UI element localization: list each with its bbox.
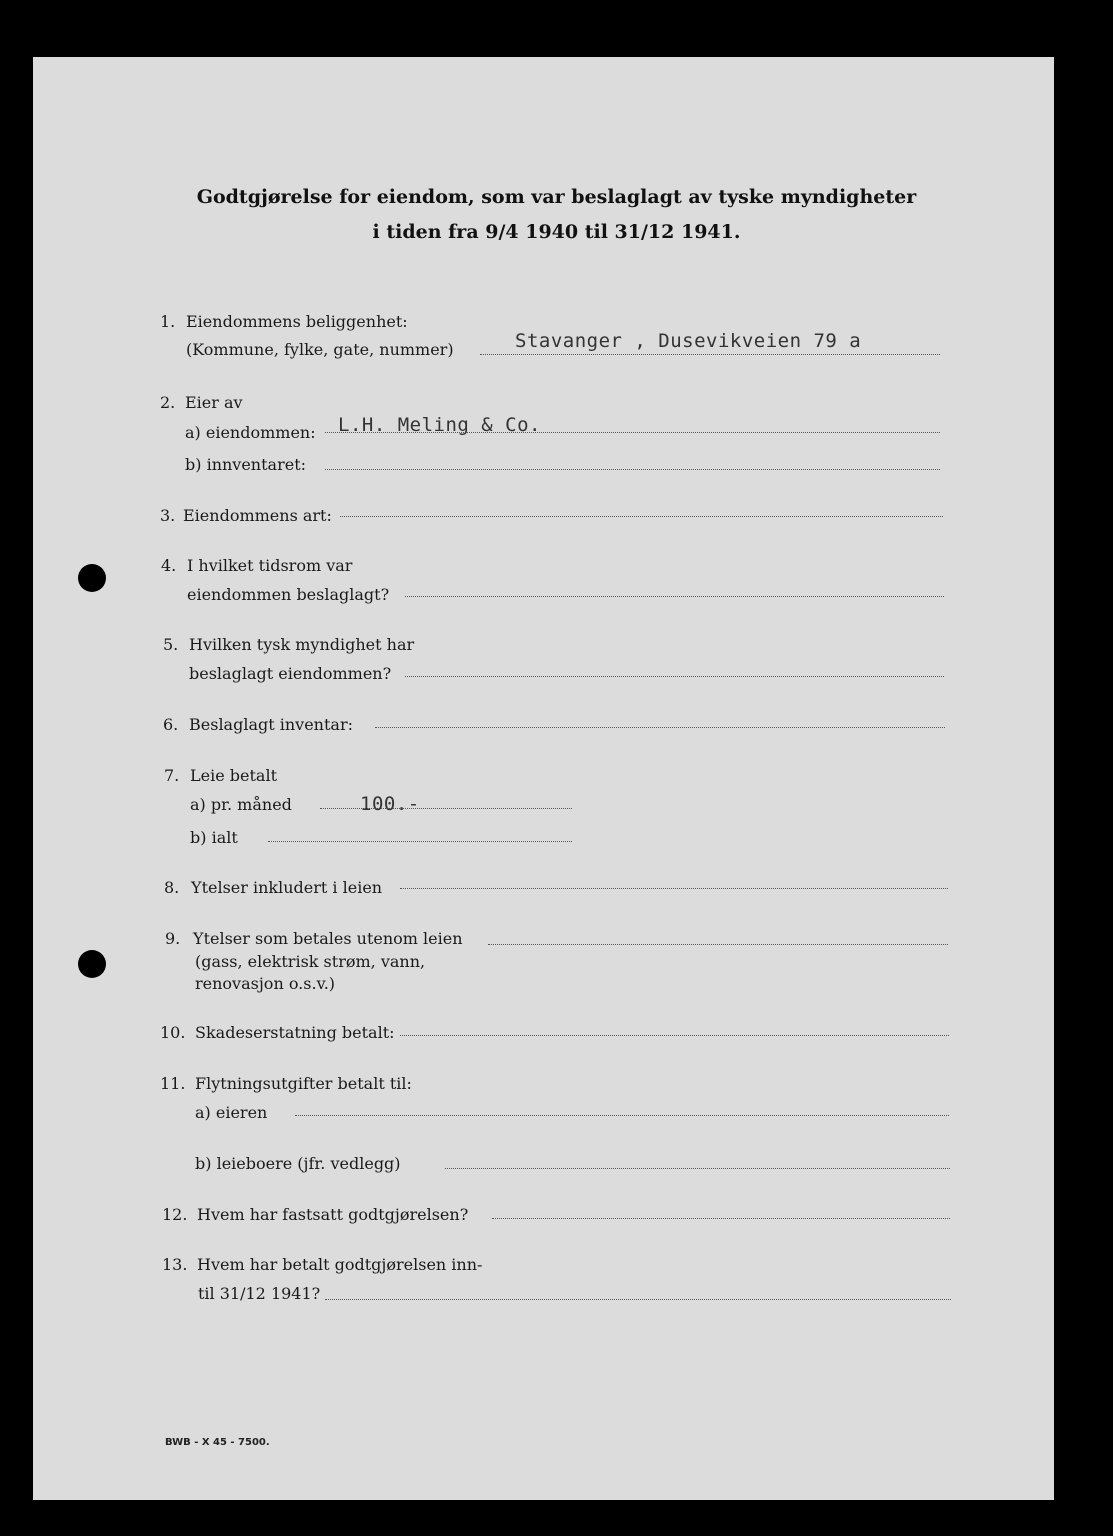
q2a-answer: L.H. Meling & Co. (338, 414, 541, 436)
q3-answer-line[interactable] (340, 516, 943, 517)
q1-sublabel: (Kommune, fylke, gate, nummer) (186, 340, 454, 359)
q3-number: 3. (160, 506, 176, 525)
q2-number: 2. (160, 393, 176, 412)
q11-label: Flytningsutgifter betalt til: (195, 1074, 412, 1093)
q6-label: Beslaglagt inventar: (189, 715, 353, 734)
q10-answer-line[interactable] (400, 1035, 949, 1036)
q11-number: 11. (160, 1074, 186, 1093)
q10-number: 10. (160, 1023, 186, 1042)
q8-label: Ytelser inkludert i leien (191, 878, 383, 897)
q1-label: Eiendommens beliggenhet: (186, 312, 408, 331)
q4-answer-line[interactable] (405, 596, 944, 597)
form-title-line-2: i tiden fra 9/4 1940 til 31/12 1941. (372, 221, 741, 243)
q7a-answer-line[interactable] (320, 808, 572, 809)
q9-label: Ytelser som betales utenom leien (193, 929, 463, 948)
q13-label-cont: til 31/12 1941? (198, 1284, 321, 1303)
q4-number: 4. (161, 556, 177, 575)
q2b-label: b) innventaret: (185, 455, 307, 474)
q13-label: Hvem har betalt godtgjørelsen inn- (197, 1255, 483, 1274)
q6-number: 6. (163, 715, 179, 734)
q6-answer-line[interactable] (375, 727, 945, 728)
q12-answer-line[interactable] (492, 1218, 950, 1219)
q8-answer-line[interactable] (400, 888, 948, 889)
q2-label: Eier av (185, 393, 243, 412)
q11a-label: a) eieren (195, 1103, 268, 1122)
q2b-answer-line[interactable] (325, 469, 940, 470)
q13-answer-line[interactable] (325, 1299, 951, 1300)
q9-number: 9. (165, 929, 181, 948)
q9-label-cont-1: (gass, elektrisk strøm, vann, (195, 952, 426, 971)
form-title-line-1: Godtgjørelse for eiendom, som var beslaglagt av tyske myndigheter (196, 186, 917, 208)
q7-number: 7. (164, 766, 180, 785)
q4-label: I hvilket tidsrom var (187, 556, 353, 575)
q5-label: Hvilken tysk myndighet har (189, 635, 415, 654)
q7b-label: b) ialt (190, 828, 238, 847)
q5-answer-line[interactable] (405, 676, 944, 677)
q7-label: Leie betalt (190, 766, 277, 785)
document-page (33, 57, 1054, 1500)
q1-answer-line[interactable] (480, 354, 940, 355)
q9-answer-line[interactable] (488, 944, 948, 945)
q11b-label: b) leieboere (jfr. vedlegg) (195, 1154, 401, 1173)
q1-number: 1. (160, 312, 176, 331)
q7a-label: a) pr. måned (190, 795, 292, 814)
q10-label: Skadeserstatning betalt: (195, 1023, 395, 1042)
q11a-answer-line[interactable] (295, 1115, 949, 1116)
q11b-answer-line[interactable] (445, 1168, 950, 1169)
q1-answer: Stavanger , Dusevikveien 79 a (515, 330, 862, 352)
print-code-footer: BWB - X 45 - 7500. (165, 1437, 270, 1448)
q5-number: 5. (163, 635, 179, 654)
q7a-answer: 100.- (360, 793, 420, 815)
q3-label: Eiendommens art: (183, 506, 332, 525)
q12-number: 12. (162, 1205, 188, 1224)
q9-label-cont-2: renovasjon o.s.v.) (195, 974, 336, 993)
punch-hole-top (78, 564, 106, 592)
punch-hole-bottom (78, 950, 106, 978)
q12-label: Hvem har fastsatt godtgjørelsen? (197, 1205, 469, 1224)
q2a-label: a) eiendommen: (185, 423, 316, 442)
q4-label-cont: eiendommen beslaglagt? (187, 585, 390, 604)
q7b-answer-line[interactable] (268, 841, 572, 842)
q13-number: 13. (162, 1255, 188, 1274)
q5-label-cont: beslaglagt eiendommen? (189, 664, 392, 683)
q8-number: 8. (164, 878, 180, 897)
